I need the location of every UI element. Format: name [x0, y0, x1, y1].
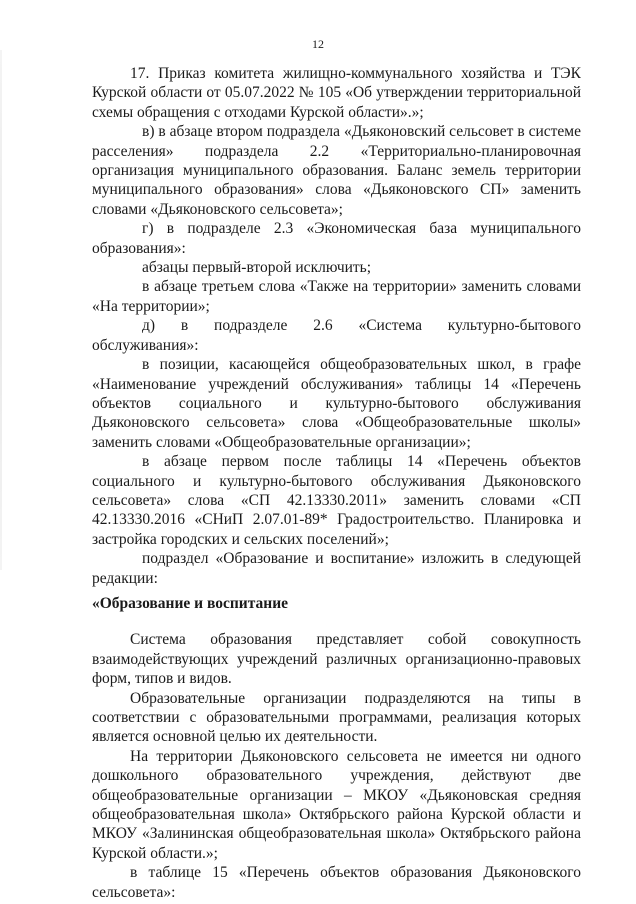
paragraph-item-17: 17. Приказ комитета жилищно-коммунального хозяйства и ТЭК Курской области от 05.07.2022 № 105 «Об утверждении территориальной схемы обращения с отходами Курской области».»;: [92, 65, 581, 121]
paragraph-education-types: Образовательные организации подразделяются на типы в соответствии с образовательными программами, реализация которых является основной целью их деятельности.: [92, 689, 581, 746]
paragraph-subitem-d-2: в абзаце первом после таблицы 14 «Перечень объектов социального и культурно-бытового обслуживания Дьяконовского сельсовета» слова «СП 42.13330.2011» заменить словами «СП 42.13330.2016 «СНиП 2.07.01-89* Градостроительство. Планировка и застройка городских и сельских поселений»;: [92, 453, 581, 548]
paragraph-education-schools: На территории Дьяконовского сельсовета не имеется ни одного дошкольного образовательного учреждения, действуют две общеобразовательные организации – МКОУ «Дьяконовская средняя общеобразовательная школа» Октябрьского района Курской области и МКОУ «Залининская общеобразовательная школа» Октябрьского района Курской области.»;: [92, 747, 581, 862]
paragraph-subitem-d-3: подраздел «Образование и воспитание» изложить в следующей редакции:: [92, 550, 581, 587]
paragraph-table-15: в таблице 15 «Перечень объектов образования Дьяконовского сельсовета»:: [92, 864, 581, 901]
paragraph-subitem-g: г) в подразделе 2.3 «Экономическая база муниципального образования»:: [92, 220, 581, 257]
scan-edge-shadow: [0, 50, 2, 570]
section-heading: «Образование и воспитание: [92, 594, 289, 612]
paragraph-subitem-g-2: в абзаце третьем слова «Также на территории» заменить словами «На территории»;: [92, 278, 581, 315]
paragraph-subitem-v: в) в абзаце втором подраздела «Дьяконовский сельсовет в системе расселения» подраздела 2.2 «Территориально-планировочная организация муниципального образования. Баланс земель территории муниципального образования» слова «Дьяконовского СП» заменить словами «Дьяконовского сельсовета»;: [92, 123, 581, 218]
paragraph-subitem-d: д) в подразделе 2.6 «Система культурно-бытового обслуживания»:: [92, 317, 581, 354]
paragraph-subitem-d-1: в позиции, касающейся общеобразовательных школ, в графе «Наименование учреждений обслуживания» таблицы 14 «Перечень объектов социального и культурно-бытового обслуживания Дьяконовского сельсовета» слова «Общеобразовательные школы» заменить словами «Общеобразовательные организации»;: [92, 356, 581, 451]
paragraph-subitem-g-1: абзацы первый-второй исключить;: [142, 259, 372, 277]
document-body: [92, 64, 581, 902]
paragraph-education-system: Система образования представляет собой совокупность взаимодействующих учреждений различных организационно-правовых форм, типов и видов.: [92, 631, 581, 688]
page-number: 12: [312, 37, 324, 51]
